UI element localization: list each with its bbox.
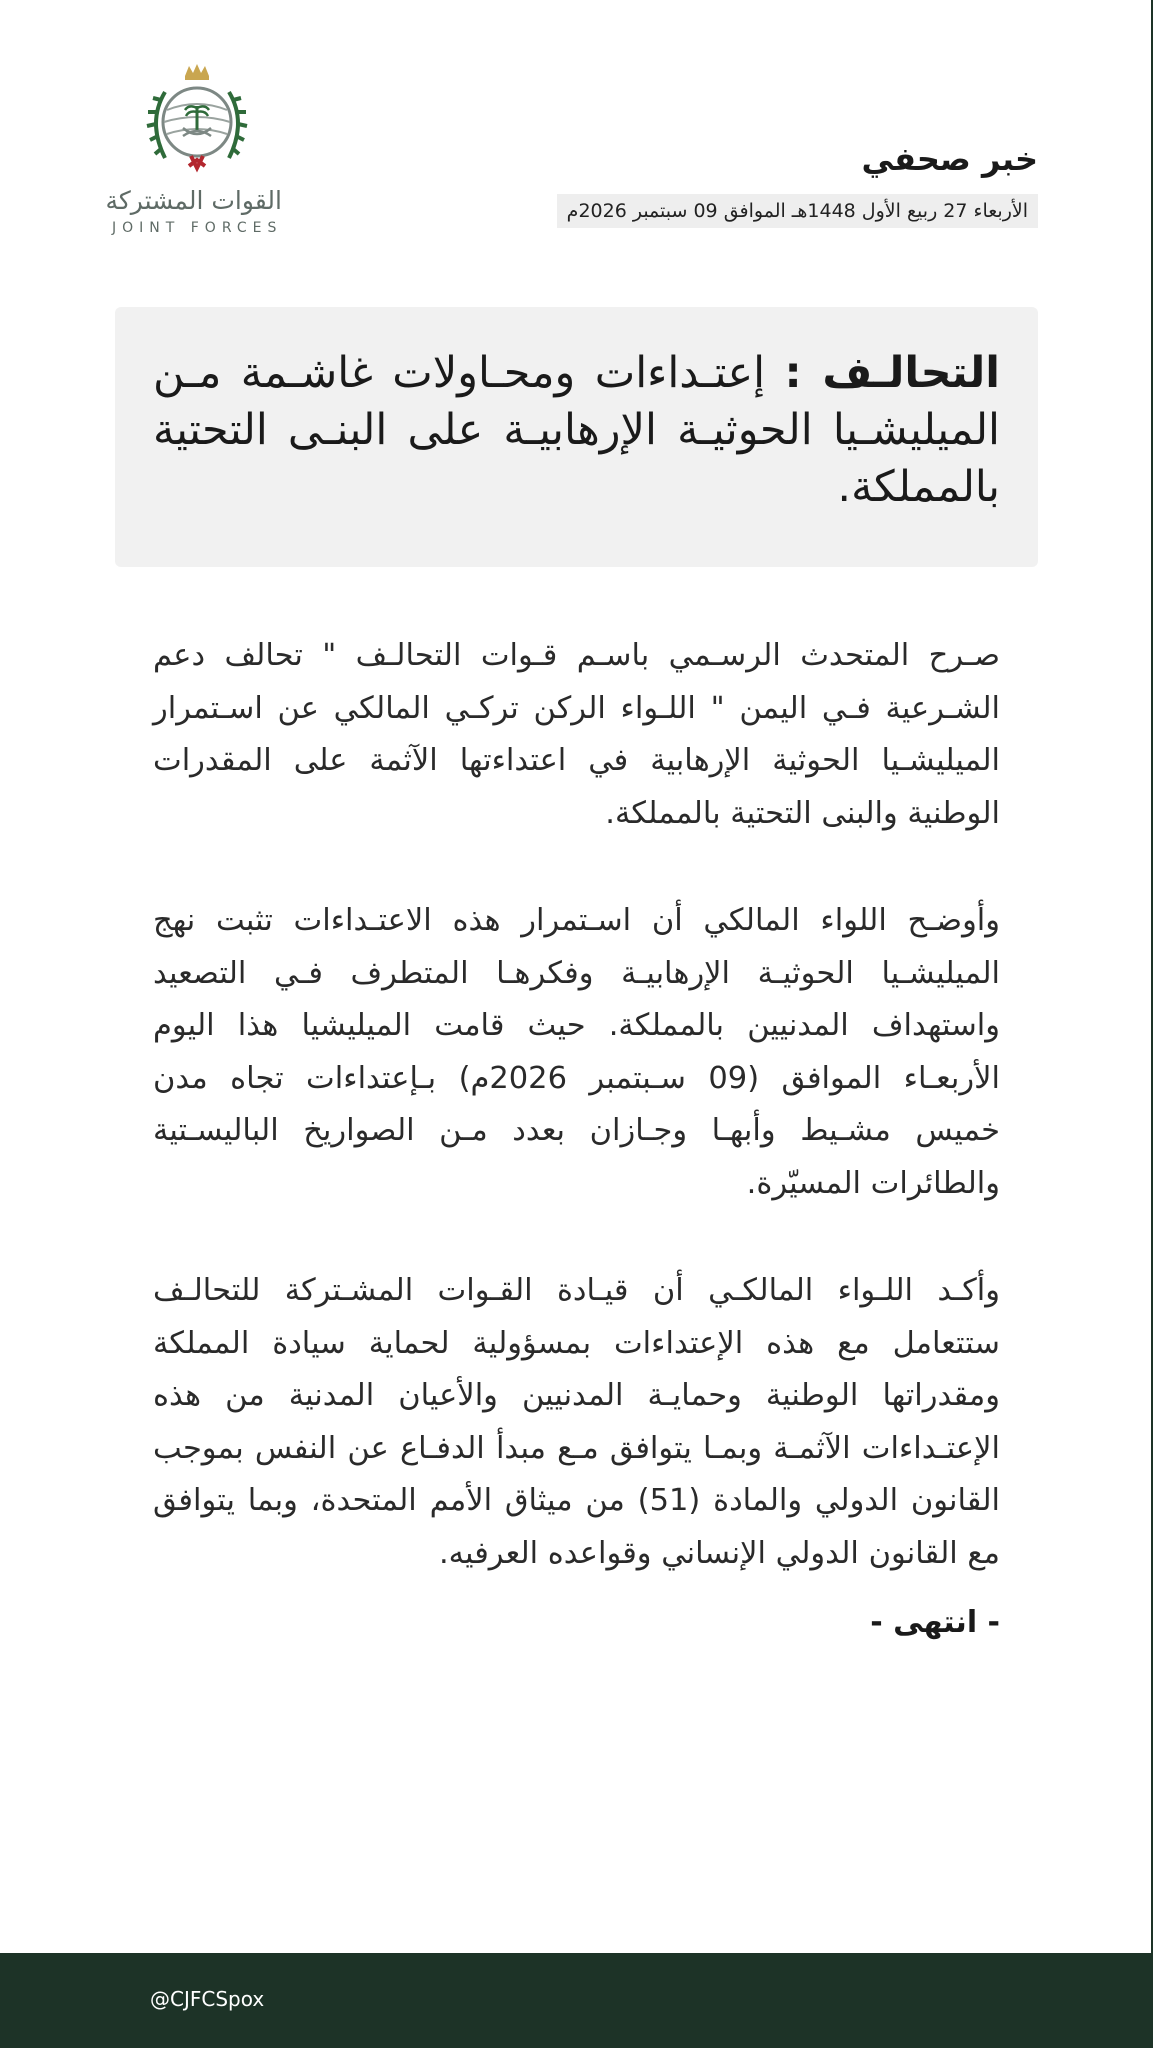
headline-lead: التحالـف : [784, 348, 1000, 398]
end-mark: - انتهى - [870, 1605, 1000, 1640]
paragraph-1: صـرح المتحدث الرسـمي باسـم قـوات التحالـف " تحالف دعم الشـرعية فـي اليمن " اللـواء الركن تركـي المالكي عن اسـتمرار الميليشـيا الحوثية الإرهابية في اعتداءتها الآثمة على المقدرات الوطنية والبنى التحتية بالمملكة. [153, 638, 1000, 831]
press-release-title: خبر صحفي [861, 140, 1038, 178]
joint-forces-emblem-icon [131, 62, 263, 182]
date-badge: الأربعاء 27 ربيع الأول 1448هـ الموافق 09 سبتمبر 2026م [557, 194, 1038, 228]
headline [153, 345, 1000, 516]
logo-name-arabic: القوات المشتركة [105, 186, 282, 215]
headline-text: إعتـداءات ومحـاولات غاشـمة مـن الميليشـيا الحوثيـة الإرهابيـة على البنـى التحتية بالمملكة. [153, 348, 1000, 512]
joint-forces-logo [105, 62, 283, 242]
paragraph-2: وأوضـح اللواء المالكي أن اسـتمرار هذه الاعتـداءات تثبت نهج الميليشـيا الحوثيـة الإرهابيـة وفكرهـا المتطرف فـي التصعيد واستهداف المدنيين بالمملكة. حيث قامت الميليشيا هذا اليوم الأربعـاء الموافق (09 سـبتمبر 2026م) بـإعتداءات تجاه مدن خميس مشـيط وأبهـا وجـازان بعدد مـن الصواريخ الباليسـتية والطائرات المسيّرة. [153, 903, 1000, 1201]
headline-box [115, 307, 1038, 567]
footer-bar [0, 1953, 1153, 2048]
twitter-handle: @CJFCSpox [150, 1987, 265, 2011]
logo-name-english: JOINT FORCES [112, 220, 283, 236]
paragraph-3: وأكـد اللـواء المالكـي أن قيـادة القـوات المشـتركة للتحالـف ستتعامل مع هذه الإعتداءات بمسؤولية لحماية سيادة المملكة ومقدراتها الوطنية وحمايـة المدنيين والأعيان المدنية من هذه الإعتـداءات الآثمـة وبمـا يتوافق مـع مبدأ الدفـاع عن النفس بموجب القانون الدولي والمادة (51) من ميثاق الأمم المتحدة، وبما يتوافق مع القانون الدولي الإنساني وقواعده العرفيه. [153, 1273, 1000, 1571]
article-body [153, 630, 1000, 1640]
